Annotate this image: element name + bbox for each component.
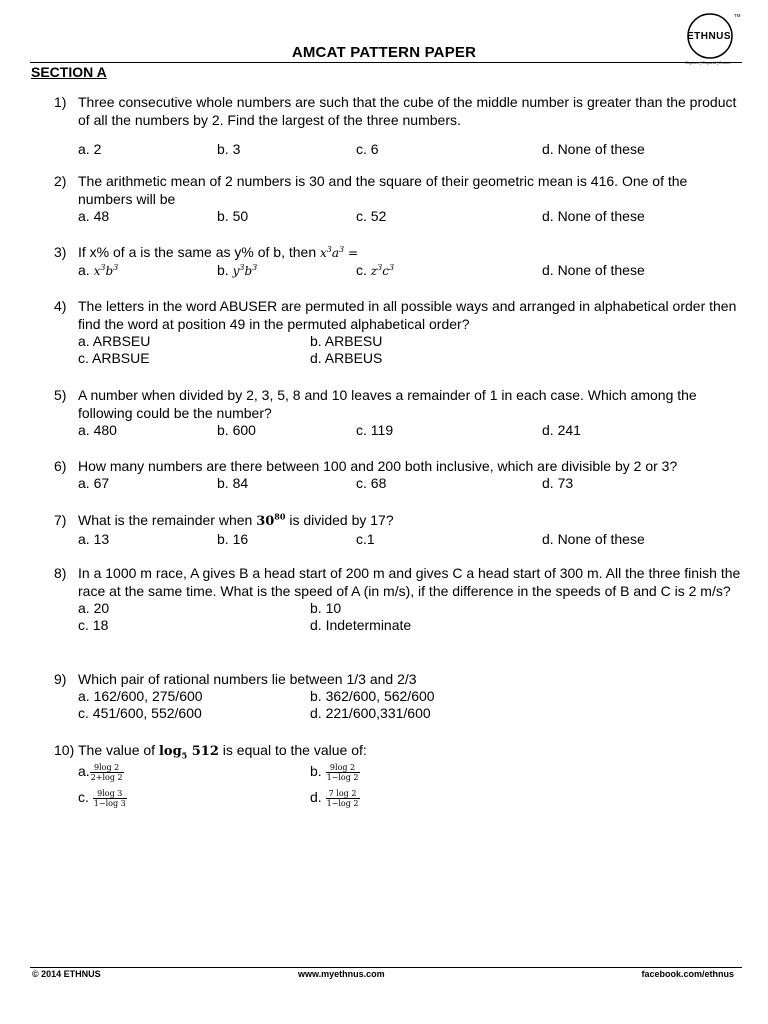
option-b: b. 600 — [217, 422, 256, 438]
question-text — [78, 243, 744, 262]
question-2 — [54, 172, 744, 225]
question-10 — [54, 741, 744, 814]
option-c: c. 68 — [356, 475, 387, 491]
svg-text:Explore | Expand | Enrich: Explore | Expand | Enrich — [685, 60, 731, 65]
option-a: a. 2 — [78, 141, 102, 157]
option-b: b. 10 — [310, 600, 342, 616]
math-expression: $\log_5 512$ — [158, 744, 219, 761]
options-row — [78, 422, 744, 439]
math-expression: $30^{80}$ — [256, 511, 286, 529]
question-number: 3) — [54, 244, 67, 260]
question-text-part: The value of — [78, 742, 156, 758]
section-heading: SECTION A — [31, 64, 107, 80]
question-number: 10) — [54, 742, 75, 758]
question-text: Which pair of rational numbers lie between 1/3 and 2/3 — [78, 671, 417, 687]
header-rule — [30, 62, 742, 63]
option-b: b. 362/600, 562/600 — [310, 688, 435, 704]
question-text: Three consecutive whole numbers are such that the cube of the middle number is greater than the product of all the numbers by 2. Find the largest of the three numbers. — [78, 94, 737, 128]
option-d: d. None of these — [542, 141, 645, 157]
option-a: a. $\frac{9\log 2}{2+\log 2}$ — [78, 762, 123, 782]
question-number: 7) — [54, 512, 67, 528]
question-text — [78, 741, 744, 761]
question-text: The arithmetic mean of 2 numbers is 30 and the square of their geometric mean is 416. One of the numbers will be — [78, 173, 688, 207]
question-number: 5) — [54, 387, 67, 403]
options-row — [78, 788, 744, 814]
option-c: c. 451/600, 552/600 — [78, 705, 202, 721]
option-b: b. $\frac{9\log 2}{1-\log 2}$ — [310, 762, 359, 782]
question-number: 1) — [54, 94, 67, 110]
option-c: c.1 — [356, 531, 375, 547]
option-label: a. — [78, 763, 90, 779]
option-c: c. 18 — [78, 617, 109, 633]
question-4 — [54, 297, 744, 367]
option-label: c. — [356, 262, 367, 278]
question-3 — [54, 243, 744, 279]
options-row — [78, 208, 744, 225]
option-c: c. ARBSUE — [78, 350, 150, 366]
option-c: c. $z^3c^3$ — [356, 262, 395, 278]
question-6 — [54, 457, 744, 492]
option-c: c. $\frac{9\log 3}{1-\log 3}$ — [78, 788, 126, 808]
question-text — [78, 511, 744, 531]
footer-rule — [30, 967, 742, 968]
question-text-part: is equal to the value of: — [222, 742, 367, 758]
option-d: d. None of these — [542, 531, 645, 547]
option-a: a. 480 — [78, 422, 117, 438]
footer-website-link[interactable]: www.myethnus.com — [298, 969, 385, 979]
options-row — [78, 688, 744, 705]
page-title: AMCAT PATTERN PAPER — [291, 44, 477, 61]
option-a: a. 48 — [78, 208, 110, 224]
option-b: b. $y^3b^3$ — [217, 262, 258, 278]
option-c: c. 6 — [356, 141, 379, 157]
options-row — [78, 262, 744, 279]
svg-text:TM: TM — [734, 13, 741, 18]
option-a: a. $x^3b^3$ — [78, 262, 119, 278]
option-d: d. $\frac{7 \log 2}{1-\log 2}$ — [310, 788, 359, 808]
question-8 — [54, 564, 744, 634]
option-label: c. — [78, 789, 89, 805]
option-b: b. 3 — [217, 141, 241, 157]
math-expression: $x^3a^3$ = — [320, 245, 359, 260]
options-row — [78, 333, 744, 350]
option-label: b. — [217, 262, 229, 278]
options-row — [78, 531, 744, 548]
question-number: 9) — [54, 671, 67, 687]
footer-copyright: © 2014 ETHNUS — [32, 969, 101, 979]
option-b: b. ARBESU — [310, 333, 383, 349]
option-a: a. 67 — [78, 475, 110, 491]
question-9 — [54, 670, 744, 722]
option-a: a. 13 — [78, 531, 110, 547]
option-b: b. 50 — [217, 208, 249, 224]
options-row — [78, 350, 744, 367]
option-d: d. None of these — [542, 208, 645, 224]
options-row — [78, 762, 744, 788]
question-text: The letters in the word ABUSER are permuted in all possible ways and arranged in alphabetical order then find the word at position 49 in the permuted alphabetical order? — [78, 298, 737, 332]
question-text: How many numbers are there between 100 and 200 both inclusive, which are divisible by 2 or 3? — [78, 458, 678, 474]
option-b: b. 84 — [217, 475, 249, 491]
option-c: c. 119 — [356, 422, 394, 438]
question-number: 6) — [54, 458, 67, 474]
footer-facebook-link[interactable]: facebook.com/ethnus — [641, 969, 734, 979]
option-label: b. — [310, 763, 322, 779]
option-d: d. ARBEUS — [310, 350, 383, 366]
option-d: d. None of these — [542, 262, 645, 278]
question-number: 8) — [54, 565, 67, 581]
question-text: In a 1000 m race, A gives B a head start of 200 m and gives C a head start of 300 m. All the three finish the race at the same time. What is the speed of A (in m/s), if the difference in the speeds of B and C is 2 m/s? — [78, 565, 741, 599]
question-5 — [54, 386, 744, 439]
question-7 — [54, 511, 744, 548]
option-c: c. 52 — [356, 208, 387, 224]
option-a: a. 20 — [78, 600, 110, 616]
question-number: 2) — [54, 173, 67, 189]
question-text: A number when divided by 2, 3, 5, 8 and 10 leaves a remainder of 1 in each case. Which among the following could be the number? — [78, 387, 697, 421]
question-text-part: is divided by 17? — [289, 512, 394, 528]
option-b: b. 16 — [217, 531, 249, 547]
question-number: 4) — [54, 298, 67, 314]
option-a: a. 162/600, 275/600 — [78, 688, 203, 704]
option-d: d. Indeterminate — [310, 617, 412, 633]
question-text-part: If x% of a is the same as y% of b, then — [78, 244, 317, 260]
options-row — [78, 617, 744, 634]
option-d: d. 73 — [542, 475, 574, 491]
option-label: a. — [78, 262, 90, 278]
question-1 — [54, 93, 744, 158]
svg-text:ETHNUS: ETHNUS — [686, 31, 732, 42]
option-label: d. — [310, 789, 322, 805]
option-d: d. 241 — [542, 422, 581, 438]
options-row — [78, 475, 744, 492]
options-row — [78, 705, 744, 722]
question-text-part: What is the remainder when — [78, 512, 253, 528]
option-a: a. ARBSEU — [78, 333, 151, 349]
options-row — [78, 141, 744, 158]
option-d: d. 221/600,331/600 — [310, 705, 431, 721]
options-row — [78, 600, 744, 617]
